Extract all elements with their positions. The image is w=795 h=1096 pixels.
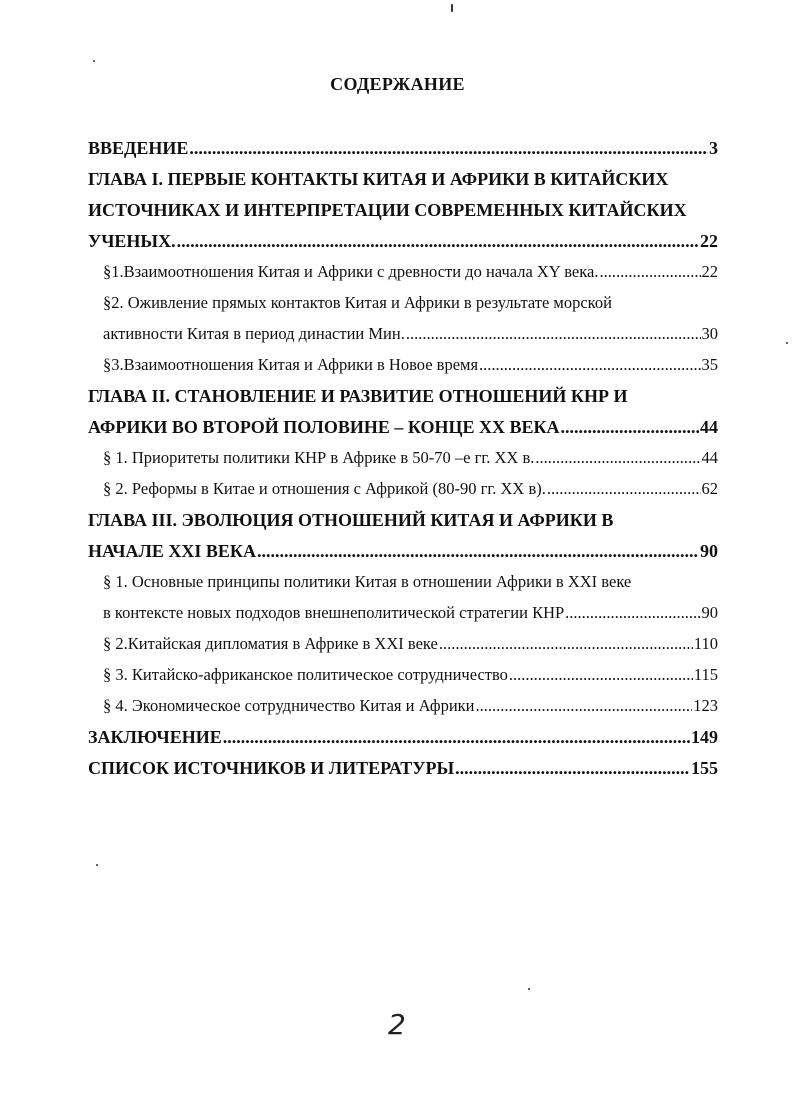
table-of-contents [88, 138, 718, 789]
leader-dots [177, 231, 699, 252]
entry-title: § 1. Основные принципы политики Китая в отношении Африки в XXI веке [103, 572, 632, 591]
entry-page: 35 [701, 355, 718, 374]
toc-entry-chapter-1-line2 [88, 200, 718, 231]
entry-title: § 2. Реформы в Китае и отношения с Африкой (80-90 гг. XX в). [103, 479, 546, 498]
entry-page: 44 [700, 417, 718, 437]
entry-page: 22 [700, 231, 718, 251]
entry-page: 110 [693, 634, 718, 653]
entry-page: 44 [701, 448, 718, 467]
entry-page: 62 [701, 479, 718, 498]
toc-entry-chapter-1-line3 [88, 231, 718, 262]
toc-entry-chapter-3-line2 [88, 541, 718, 572]
entry-page: 149 [691, 727, 718, 747]
entry-title: §1.Взаимоотношения Китая и Африки с древности до начала XY века. [103, 262, 599, 281]
entry-title: §3.Взаимоотношения Китая и Африки в Новое время [103, 355, 479, 374]
entry-title: в контексте новых подходов внешнеполитической стратегии КНР [103, 603, 565, 622]
entry-page: 155 [691, 758, 718, 778]
toc-entry-section-3-2 [88, 634, 718, 665]
leader-dots [479, 355, 700, 375]
scan-speck [528, 988, 530, 990]
entry-title: УЧЕНЫХ. [88, 231, 176, 251]
toc-entry-section-1-2-line1 [88, 293, 718, 324]
toc-entry-conclusion [88, 727, 718, 758]
scan-speck [451, 4, 453, 12]
leader-dots [561, 417, 699, 438]
toc-title: СОДЕРЖАНИЕ [330, 74, 465, 94]
toc-entry-section-3-4 [88, 696, 718, 727]
toc-entry-section-1-2-line2 [88, 324, 718, 355]
toc-entry-section-1-1 [88, 262, 718, 293]
entry-title: АФРИКИ ВО ВТОРОЙ ПОЛОВИНЕ – КОНЦЕ XX ВЕКА [88, 417, 560, 437]
entry-title: § 3. Китайско-африканское политическое сотрудничество [103, 665, 508, 684]
entry-title: ИСТОЧНИКАХ И ИНТЕРПРЕТАЦИИ СОВРЕМЕННЫХ КИТАЙСКИХ [88, 200, 687, 220]
leader-dots [565, 603, 700, 623]
entry-title: ГЛАВА III. ЭВОЛЮЦИЯ ОТНОШЕНИЙ КИТАЯ И АФРИКИ В [88, 510, 614, 530]
leader-dots [257, 541, 699, 562]
entry-title: ЗАКЛЮЧЕНИЕ [88, 727, 222, 747]
entry-page: 90 [700, 541, 718, 561]
entry-title: §2. Оживление прямых контактов Китая и Африки в результате морской [103, 293, 612, 312]
entry-page: 123 [693, 696, 718, 715]
leader-dots [223, 727, 690, 748]
entry-page: 30 [701, 324, 718, 343]
leader-dots [599, 262, 700, 282]
leader-dots [406, 324, 701, 344]
toc-entry-section-3-1-line2 [88, 603, 718, 634]
entry-title: НАЧАЛЕ XXI ВЕКА [88, 541, 256, 561]
toc-entry-introduction [88, 138, 718, 169]
entry-title: СПИСОК ИСТОЧНИКОВ И ЛИТЕРАТУРЫ [88, 758, 455, 778]
entry-title: § 4. Экономическое сотрудничество Китая и Африки [103, 696, 475, 715]
toc-entry-section-3-1-line1 [88, 572, 718, 603]
entry-title: активности Китая в период династии Мин. [103, 324, 405, 343]
toc-entry-section-3-3 [88, 665, 718, 696]
leader-dots [189, 138, 708, 159]
entry-title: § 2.Китайская дипломатия в Африке в XXI веке [103, 634, 438, 653]
entry-title: § 1. Приоритеты политики КНР в Африке в 50-70 –е гг. XX в. [103, 448, 535, 467]
toc-entry-chapter-2-line2 [88, 417, 718, 448]
leader-dots [509, 665, 693, 685]
leader-dots [547, 479, 701, 499]
toc-entry-section-2-2 [88, 479, 718, 510]
handwritten-page-number: 2 [388, 1008, 406, 1041]
toc-entry-section-1-3 [88, 355, 718, 386]
leader-dots [455, 758, 690, 779]
toc-entry-chapter-1-line1 [88, 169, 718, 200]
toc-entry-chapter-2-line1 [88, 386, 718, 417]
entry-page: 115 [693, 665, 718, 684]
scan-speck [96, 864, 98, 866]
scan-speck [786, 342, 788, 344]
entry-title: ГЛАВА II. СТАНОВЛЕНИЕ И РАЗВИТИЕ ОТНОШЕНИЙ КНР И [88, 386, 628, 406]
entry-title: ГЛАВА I. ПЕРВЫЕ КОНТАКТЫ КИТАЯ И АФРИКИ В КИТАЙСКИХ [88, 169, 669, 189]
entry-title: ВВЕДЕНИЕ [88, 138, 189, 158]
entry-page: 90 [701, 603, 718, 622]
leader-dots [439, 634, 693, 654]
entry-page: 3 [709, 138, 718, 158]
toc-entry-chapter-3-line1 [88, 510, 718, 541]
toc-entry-sources [88, 758, 718, 789]
scan-speck [93, 60, 95, 62]
entry-page: 22 [701, 262, 718, 281]
leader-dots [476, 696, 693, 716]
leader-dots [535, 448, 700, 468]
toc-entry-section-2-1 [88, 448, 718, 479]
